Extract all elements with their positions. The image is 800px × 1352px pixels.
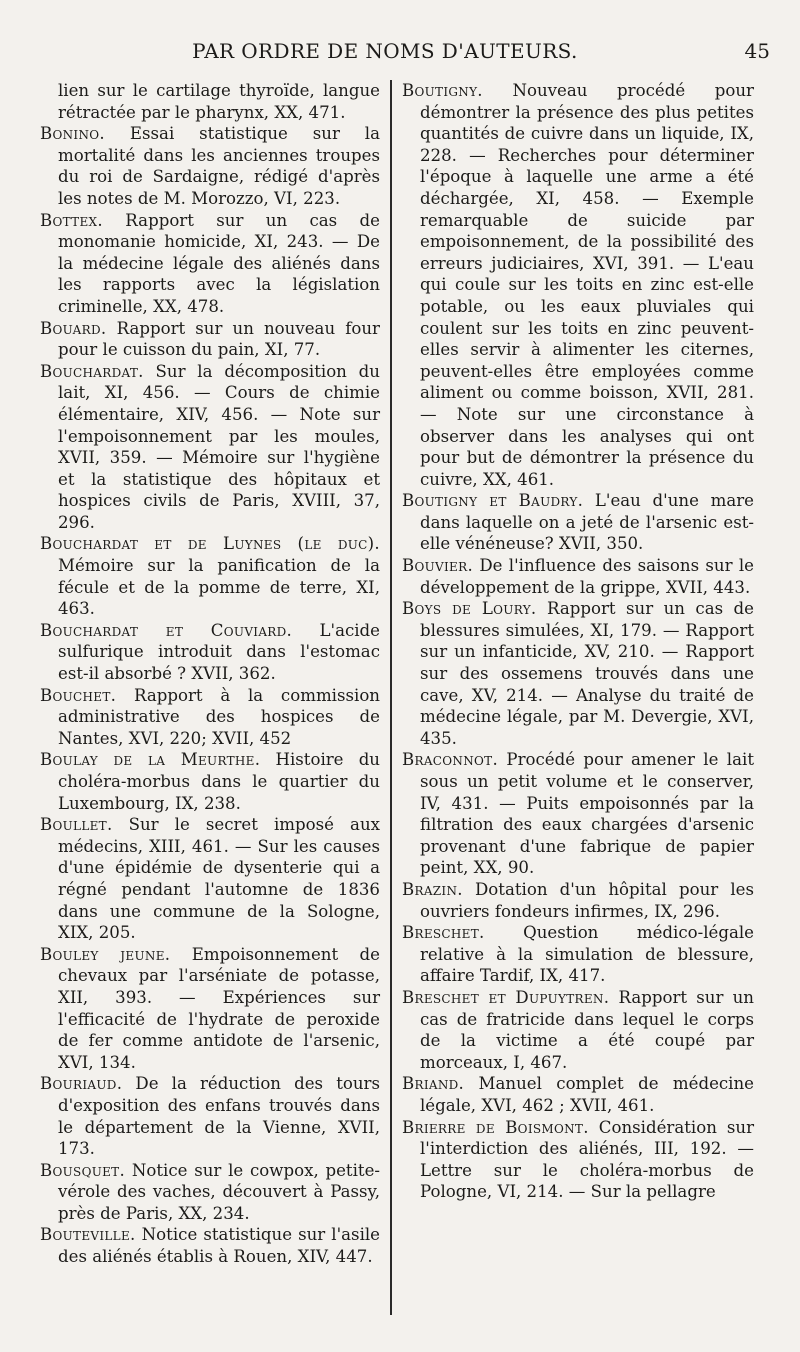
author-name: Bouley jeune. [40, 944, 171, 964]
entry-text: Rapport sur un nouveau four pour le cuisson du pain, XI, 77. [58, 318, 380, 360]
author-name: Bouteville. [40, 1225, 136, 1245]
author-name: Boys de Loury. [402, 599, 537, 619]
entry-text: Essai statistique sur la mortalité dans les anciennes troupes du roi de Sardaigne, rédigé d'après les notes de M. Morozzo, VI, 223. [58, 124, 380, 208]
entry-text: lien sur le cartilage thyroïde, langue rétractée par le pharynx, XX, 471. [58, 81, 380, 122]
index-entry [402, 879, 754, 922]
author-name: Bouchet. [40, 685, 117, 705]
index-entry [40, 80, 380, 123]
entry-text: De l'influence des saisons sur le développement de la grippe, XVII, 443. [420, 556, 754, 597]
entry-text: L'eau d'une mare dans laquelle on a jeté de l'arsenic est-elle vénéneuse? XVII, 350. [420, 491, 754, 554]
index-entry [40, 620, 380, 685]
column-divider [390, 80, 392, 1315]
entry-text: Manuel complet de médecine légale, XVI, 462 ; XVII, 461. [420, 1074, 754, 1115]
index-entry [402, 922, 754, 987]
entry-text: Considération sur l'interdiction des aliénés, III, 192. — Lettre sur le choléra-morbus de Pologne, VI, 214. — Sur la pellagre [420, 1117, 754, 1202]
author-name: Boutigny. [402, 81, 483, 100]
author-name: Breschet. [402, 923, 485, 943]
entry-text: Rapport sur un cas de fratricide dans lequel le corps de la victime a été coupé par morceaux, I, 467. [420, 987, 754, 1072]
author-name: Bonino. [40, 124, 105, 144]
entry-text: Notice sur le cowpox, petite-vérole des vaches, découvert à Passy, près de Paris, XX, 234. [58, 1160, 380, 1223]
entry-text: Rapport sur un cas de monomanie homicide, XI, 243. — De la médecine légale des aliénés dans les rapports avec la législation criminelle, XX, 478. [58, 210, 380, 316]
index-entry [40, 1160, 380, 1225]
page-header [0, 34, 800, 68]
author-name: Bottex. [40, 210, 103, 230]
author-name: Bouriaud. [40, 1074, 123, 1094]
author-name: Bouchardat et Couviard. [40, 620, 293, 640]
entry-text: Rapport sur un cas de blessures simulées, XI, 179. — Rapport sur un infanticide, XV, 210. — Rapport sur des ossemens trouvés dans une cave, XV, 214. — Analyse du traité de médecine légale, par M. Devergie, XVI, 435. [420, 599, 755, 748]
entry-text: Sur le secret imposé aux médecins, XIII, 461. — Sur les causes d'une épidémie de dysenterie qui a régné pendant l'automne de 1836 dans une commune de la Sologne, XIX, 205. [58, 815, 380, 943]
entry-text: Empoisonnement de chevaux par l'arséniate de potasse, XII, 393. — Expériences sur l'efficacité de l'hydrate de peroxide de fer comme antidote de l'arsenic, XVI, 134. [58, 944, 380, 1072]
author-name: Bouard. [40, 318, 107, 338]
entry-text: Notice statistique sur l'asile des aliénés établis à Rouen, XIV, 447. [58, 1225, 380, 1267]
left-column [40, 80, 380, 1268]
entry-text: Question médico-légale relative à la simulation de blessure, affaire Tardif, IX, 417. [420, 923, 754, 986]
author-name: Boulay de la Meurthe. [40, 750, 261, 770]
index-entry [402, 749, 754, 879]
index-entry [40, 685, 380, 750]
entry-text: Dotation d'un hôpital pour les ouvriers fondeurs infirmes, IX, 296. [420, 879, 754, 921]
index-entry [40, 1224, 380, 1267]
author-name: Breschet et Dupuytren. [402, 987, 610, 1007]
index-entry [402, 1073, 754, 1116]
running-title: PAR ORDRE DE NOMS D'AUTEURS. [192, 39, 578, 63]
author-name: Braconnot. [402, 750, 499, 770]
author-name: Boullet. [40, 815, 113, 835]
index-entry [402, 1117, 754, 1203]
author-name: Briand. [402, 1074, 465, 1094]
entry-text: Rapport à la commission administrative des hospices de Nantes, XVI, 220; XVII, 452 [58, 685, 380, 748]
index-entry [40, 318, 380, 361]
index-entry [402, 598, 754, 749]
index-entry [40, 944, 380, 1074]
entry-text: Nouveau procédé pour démontrer la présence des plus petites quantités de cuivre dans un liquide, IX, 228. — Recherches pour déterminer l'époque à laquelle une arme a été déchargée, XI, 458. — Exemple remarquable de suicide par empoisonnement, de la possibilité des erreurs judiciaires, XVI, 391. — L'eau qui coule sur les toits en zinc est-elle potable, ou les eaux pluviales qui coulent sur les toits en zinc peuvent-elles servir à alimenter les citernes, peuvent-elles être employées comme aliment ou comme boisson, XVII, 281. — Note sur une circonstance à observer dans les analyses qui ont pour but de démontrer la présence du cuivre, XX, 461. [420, 81, 754, 489]
index-entry [40, 1073, 380, 1159]
entry-text: L'acide sulfurique introduit dans l'estomac est-il absorbé ? XVII, 362. [58, 620, 380, 684]
author-name: Bousquet. [40, 1160, 126, 1180]
author-name: Bouchardat et de Luynes (le duc). [40, 534, 380, 554]
index-entry [40, 749, 380, 814]
entry-text: Mémoire sur la panification de la fécule et de la pomme de terre, XI, 463. [58, 556, 380, 619]
entry-text: De la réduction des tours d'exposition des enfans trouvés dans le département de la Vienne, XVII, 173. [58, 1074, 380, 1159]
author-name: Brierre de Boismont. [402, 1117, 589, 1137]
index-entry [40, 123, 380, 209]
author-name: Boutigny et Baudry. [402, 491, 584, 511]
index-entry [40, 533, 380, 619]
entry-text: Histoire du choléra-morbus dans le quartier du Luxembourg, IX, 238. [58, 750, 380, 813]
page-number: 45 [744, 39, 770, 63]
index-entry [402, 80, 754, 490]
index-entry [40, 361, 380, 534]
author-name: Brazin. [402, 879, 463, 899]
author-name: Bouchardat. [40, 361, 144, 381]
entry-text: Procédé pour amener le lait sous un petit volume et le conserver, IV, 431. — Puits empoisonnés par la filtration des eaux chargées d'arsenic provenant d'une fabrique de papier peint, XX, 90. [420, 750, 754, 878]
entry-text: Sur la décomposition du lait, XI, 456. — Cours de chimie élémentaire, XIV, 456. — Note sur l'empoisonnement par les moules, XVII, 359. — Mémoire sur l'hygiène et la statistique des hôpitaux et hospices civils de Paris, XVIII, 37, 296. [58, 361, 380, 532]
index-entry [40, 210, 380, 318]
index-entry [40, 814, 380, 944]
index-entry [402, 490, 754, 555]
author-name: Bouvier. [402, 556, 474, 576]
index-entry [402, 555, 754, 598]
index-entry [402, 987, 754, 1073]
right-column [402, 80, 754, 1203]
